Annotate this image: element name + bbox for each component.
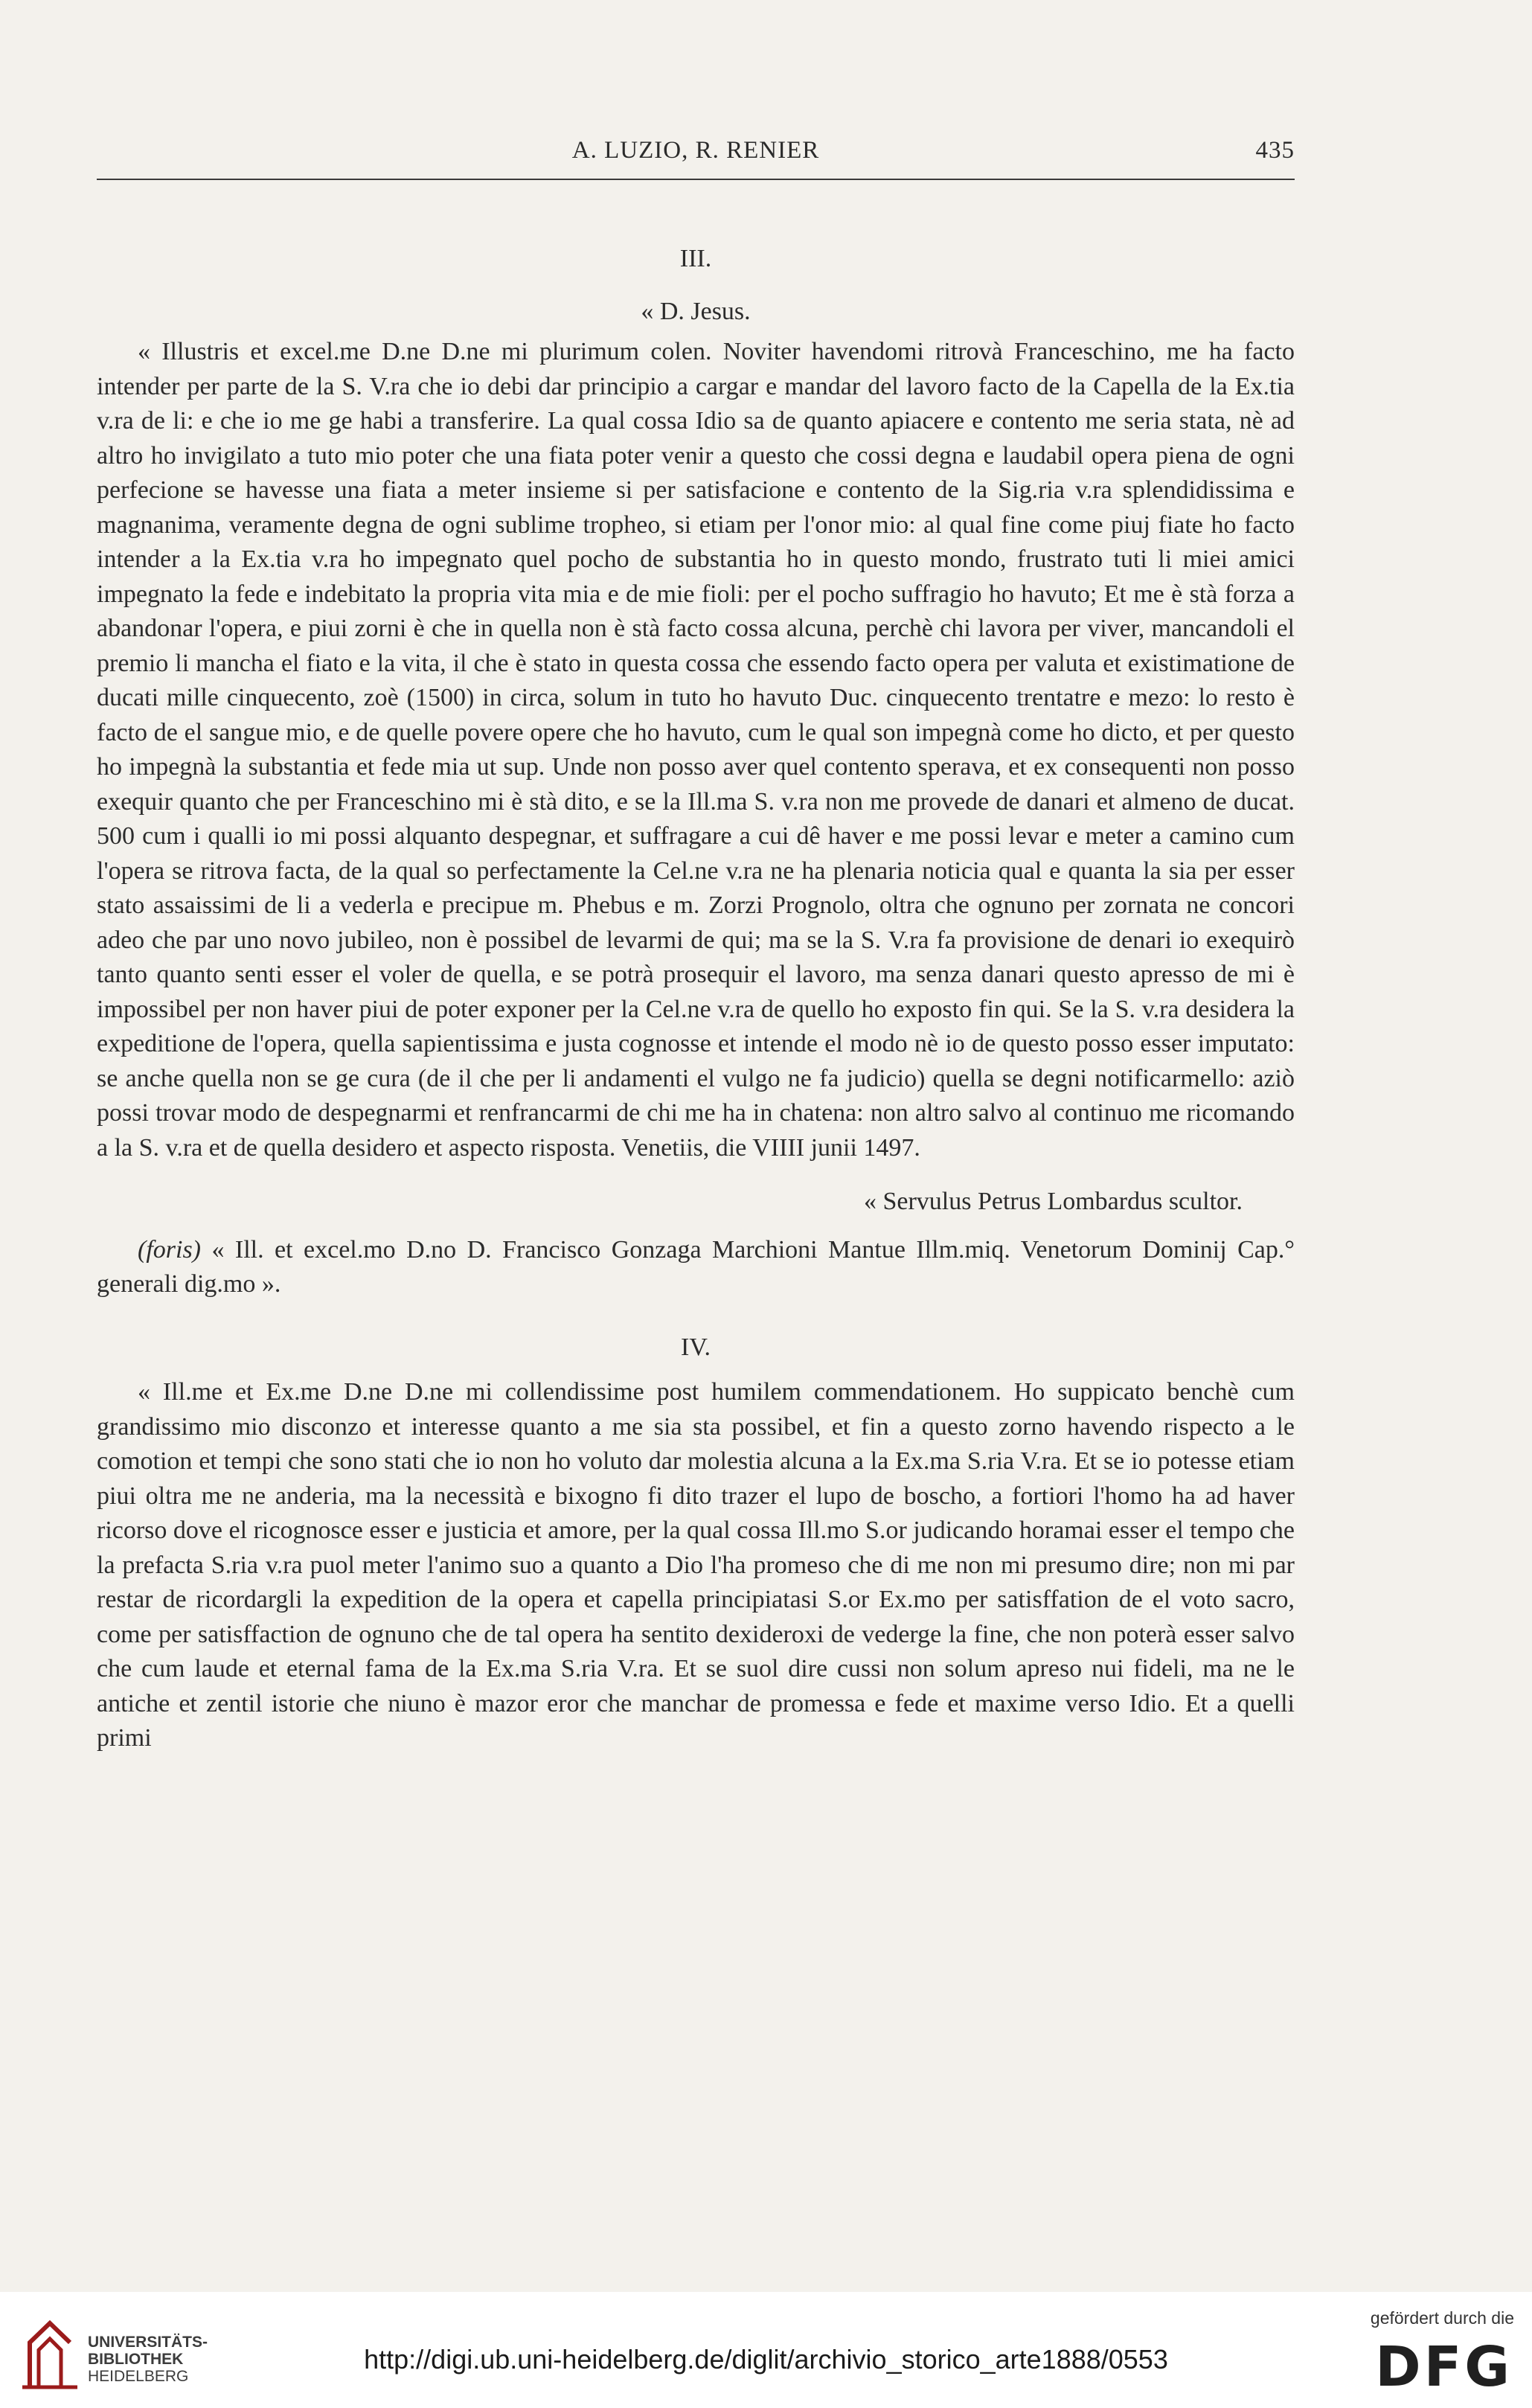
header-rule: [97, 179, 1295, 180]
dfg-logo: DFG: [1375, 2335, 1513, 2399]
library-name-line1: UNIVERSITÄTS-: [88, 2334, 208, 2351]
letter-body-iii: « Illustris et excel.me D.ne D.ne mi plurimum colen. Noviter havendomi ritrovà Franceschino, me ha facto intender per parte de la S. V.ra che io debi dar principio a cargar e mandar del lavoro facto de la Capella de la Ex.tia v.ra de li: e che io me ge habi a transferire. La qual cossa Idio sa de quanto apiacere e contento me seria stata, nè ad altro ho invigilato a tuto mio poter che una fiata poter venir a questo che cossi degna e laudabil opera piena de ogni perfecione se havesse una fiata a meter insieme si per satisfacione e contento de la Sig.ria v.ra splendidissima e magnanima, veramente degna de ogni sublime tropheo, si etiam per l'onor mio: al qual fine come piuj fiate ho facto intender a la Ex.tia v.ra ho impegnato quel pocho de substantia ho in questo mondo, frustrato tuti li miei amici impegnato la fede e indebitato la propria vita mia e de mie fioli: per el pocho suffragio ho havuto; Et me è stà forza a abandonar l'opera, e piui zorni è che in quella non è stà facto cossa alcuna, perchè chi lavora per viver, mancandoli el premio li mancha el fiato e la vita, il che è stato in questa cossa che essendo facto opera per valuta et existimatione de ducati mille cinquecento, zoè (1500) in circa, solum in tuto ho havuto Duc. cinquecento trentatre e mezo: lo resto è facto de el sangue mio, e de quelle povere opere che ho havuto, cum le qual son impegnà come ho dicto, et per questo ho impegnà la substantia et fede mia ut sup. Unde non posso aver quel contento sperava, et ex consequenti non posso exequir quanto che per Franceschino mi è stà dito, e se la Ill.ma S. v.ra non me provede de danari et almeno de ducat. 500 cum i qualli io mi possi alquanto despegnar, et suffragare a cui dê haver e me possi levar e meter a camino cum l'opera se ritrova facta, de la qual so perfectamente la Cel.ne v.ra ne ha plenaria noticia qual e quanta la sia per esser stato assaissimi de li a vederla e precipue m. Phebus e m. Zorzi Prognolo, oltra che ognuno per zornata ne concori adeo che par uno novo jubileo, non è possibel de levarmi de qui; ma se la S. V.ra fa provisione de denari io exequirò tanto quanto senti esser el voler de quella, e se potrà prosequir el lavoro, ma senza danari questo apresso de mi è impossibel per non haver piui de poter exponer per la Cel.ne v.ra de quello ho exposto fin qui. Se la S. v.ra desidera la expeditione de l'opera, quella sapientissima e justa cognosse et intende el modo nè io de questo posso esser imputato: se anche quella non se ge cura (de il che per li andamenti el vulgo ne fa judicio) quella se degni notificarmello: aziò possi trovar modo de despegnarmi et renfrancarmi de chi me ha in chatena: non altro salvo al continuo me ricomando a la S. v.ra et de quella desidero et aspecto risposta. Venetiis, die VIIII junii 1497.: [97, 338, 1295, 1162]
running-title: A. LUZIO, R. RENIER: [571, 137, 820, 164]
page-number: 435: [1255, 137, 1295, 164]
running-header: [97, 131, 1295, 168]
permalink-url[interactable]: http://digi.ub.uni-heidelberg.de/diglit/archivio_storico_arte1888/0553: [364, 2344, 1168, 2375]
library-name-line2: BIBLIOTHEK: [88, 2351, 184, 2368]
section-heading-iii: III.: [679, 245, 712, 272]
section-heading-iv: IV.: [681, 1333, 711, 1361]
main-text: [97, 242, 1295, 1756]
digitization-footer: [0, 2292, 1532, 2408]
library-name-line3: HEIDELBERG: [88, 2368, 189, 2385]
section-subheading: « D. Jesus.: [641, 297, 751, 325]
letter-address: [97, 1233, 1295, 1302]
address-prefix: (foris): [138, 1235, 201, 1264]
address-text: « Ill. et excel.mo D.no D. Francisco Gonzaga Marchioni Mantue Illm.miq. Venetorum Dominij Cap.° generali dig.mo ».: [97, 1235, 1295, 1298]
letter-signature: « Servulus Petrus Lombardus scultor.: [863, 1188, 1243, 1215]
letter-body-iv: « Ill.me et Ex.me D.ne D.ne mi collendissime post humilem commendationem. Ho suppicato benchè cum grandissimo mio disconzo et interesse quanto a me sia sta possibel, et fin a questo zorno havendo rispecto a le comotion et tempi che sono stati che io non ho voluto dar molestia alcuna a la Ex.ma S.ria V.ra. Et se io potesse etiam piui oltra me ne anderia, ma la necessità e bixogno fi dito trazer el lupo de boscho, a fortiori l'homo ha ad haver ricorso dove el ricognosce esser e justicia et amore, per la qual cossa Ill.mo S.or judicando horamai esser el tempo che la prefacta S.ria v.ra puol meter l'animo suo a quanto a Dio l'ha promeso che di me non mi presumo dire; non mi par restar de ricordargli la expedition de la opera et capella principiatasi S.or Ex.mo per satisffation de el voto sacro, come per satisffaction de ognuno che de tal opera ha sentito dexideroxi de vederge la fine, che non poterà esser salvo che cum laude et eternal fama de la Ex.ma S.ria V.ra. Et se suol dire cussi non solum apreso nui fideli, ma ne le antiche et zentil istorie che niuno è mazor eror che manchar de promessa e fede et maxime verso Idio. Et a quelli primi: [97, 1378, 1295, 1752]
sponsor-label: gefördert durch die: [1370, 2308, 1514, 2328]
